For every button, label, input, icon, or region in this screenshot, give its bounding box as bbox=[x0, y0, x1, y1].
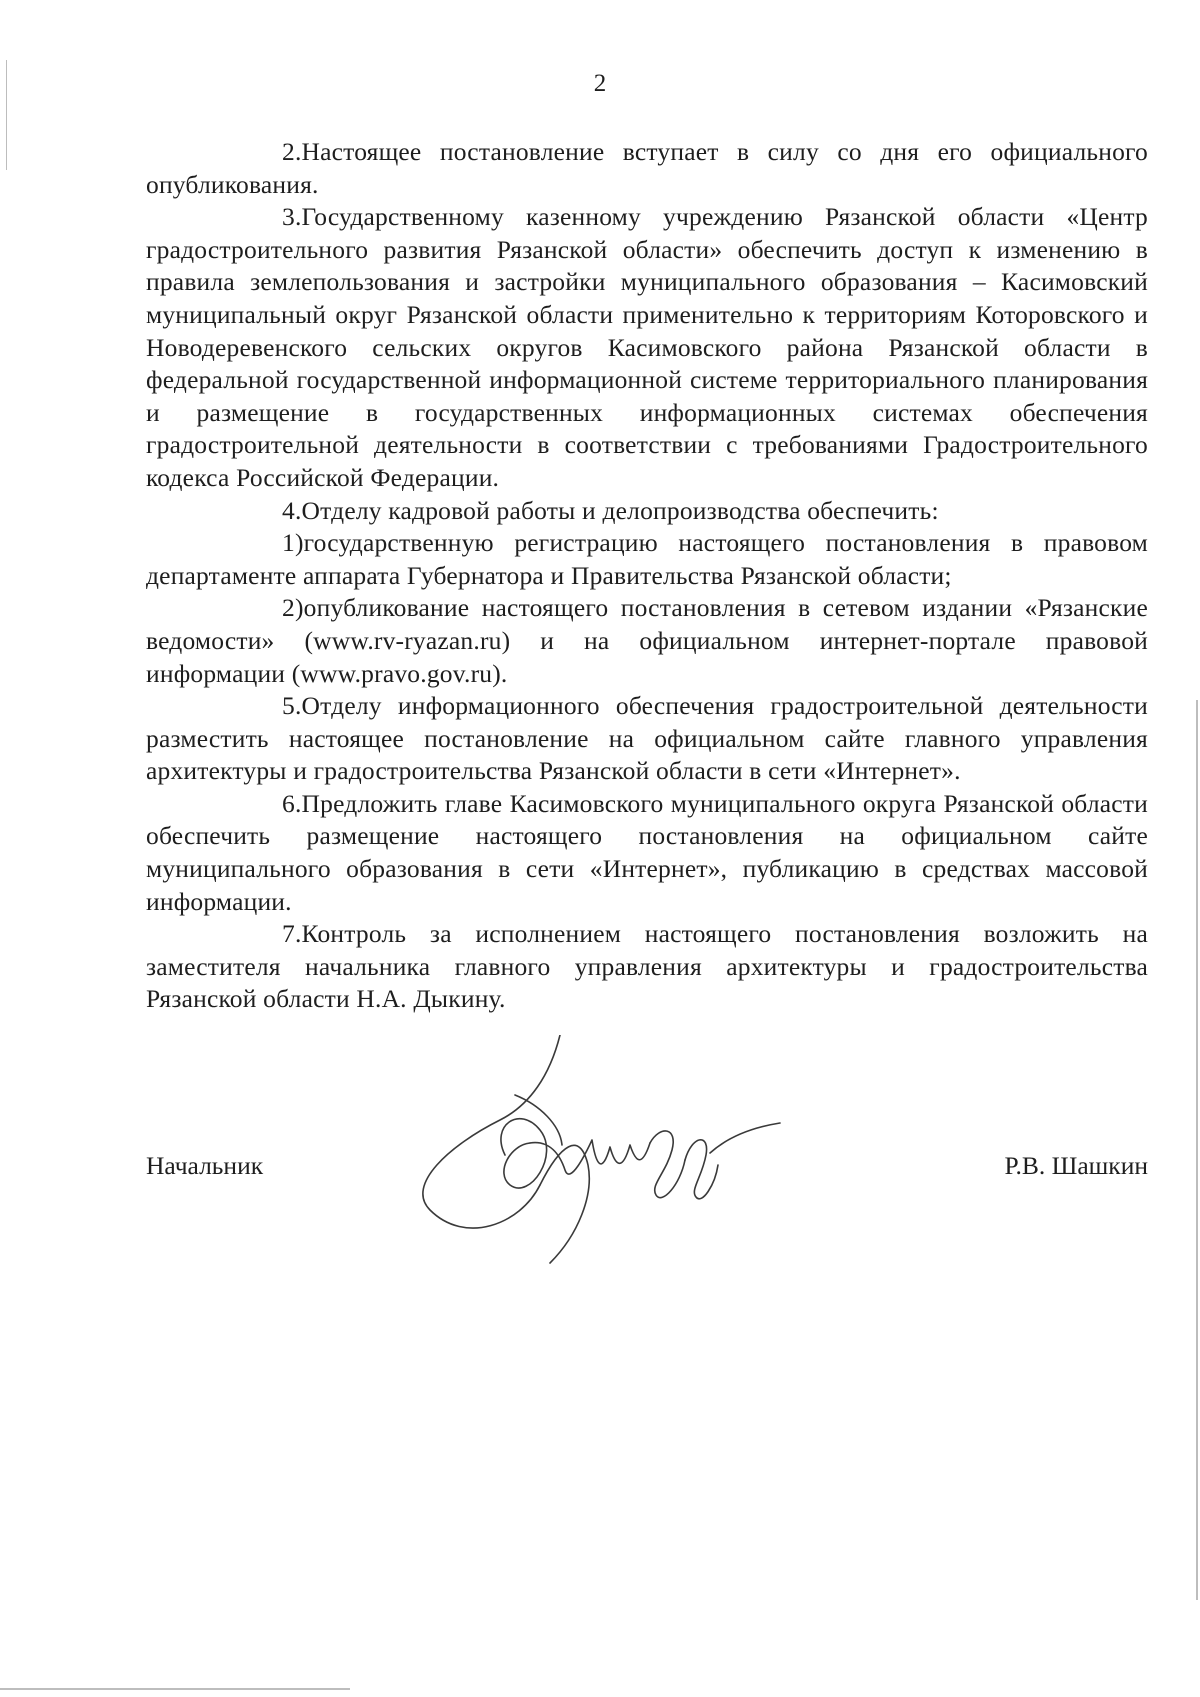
paragraph-text: государственную регистрацию настоящего постановления в правовом департаменте аппарата Губернатора и Правительства Рязанской области; bbox=[146, 528, 1148, 590]
paragraph-number: 7. bbox=[282, 919, 302, 949]
paragraph-text: Предложить главе Касимовского муниципального округа Рязанской области обеспечить размещение настоящего постановления на официальном сайте муниципального образования в сети «Интернет», публикацию в средствах массовой информации. bbox=[146, 788, 1148, 916]
paragraph-4-1 bbox=[146, 527, 1148, 592]
signatory-name: Р.В. Шашкин bbox=[1004, 1151, 1148, 1180]
paragraph-number: 3. bbox=[282, 202, 302, 232]
handwritten-signature bbox=[410, 1035, 810, 1265]
document-body bbox=[146, 136, 1148, 1016]
paragraph-5 bbox=[146, 690, 1148, 788]
paragraph-text: Настоящее постановление вступает в силу со дня его официального опубликования. bbox=[146, 137, 1148, 199]
paragraph-number: 6. bbox=[282, 788, 302, 818]
paragraph-3 bbox=[146, 201, 1148, 494]
paragraph-number: 2. bbox=[282, 137, 302, 166]
paragraph-text: Контроль за исполнением настоящего постановления возложить на заместителя начальника главного управления архитектуры и градостроительства Рязанской области Н.А. Дыкину. bbox=[146, 919, 1148, 1014]
scan-edge-bottom bbox=[0, 1688, 350, 1690]
paragraph-number: 2) bbox=[282, 593, 304, 623]
paragraph-7 bbox=[146, 918, 1148, 1016]
paragraph-number: 1) bbox=[282, 528, 304, 558]
paragraph-text: опубликование настоящего постановления в сетевом издании «Рязанские ведомости» (www.rv-ryazan.ru) и на официальном интернет-портале правовой информации (www.pravo.gov.ru). bbox=[146, 593, 1148, 688]
signatory-position: Начальник bbox=[146, 1151, 264, 1180]
paragraph-4 bbox=[146, 495, 1148, 528]
paragraph-text: Государственному казенному учреждению Рязанской области «Центр градостроительного развития Рязанской области» обеспечить доступ к изменению в правила землепользования и застройки муниципального образования – Касимовский муниципальный округ Рязанской области применительно к территориям Которовского и Новодеревенского сельских округов Касимовского района Рязанской области в федеральной государственной информационной системе территориального планирования и размещение в государственных информационных системах обеспечения градостроительной деятельности в соответствии с требованиями Градостроительного кодекса Российской Федерации. bbox=[146, 202, 1148, 492]
paragraph-6 bbox=[146, 788, 1148, 918]
scan-edge-right bbox=[1196, 700, 1198, 1600]
paragraph-4-2 bbox=[146, 592, 1148, 690]
scan-edge-left bbox=[6, 60, 7, 170]
paragraph-2 bbox=[146, 136, 1148, 201]
paragraph-text: Отделу кадровой работы и делопроизводства обеспечить: bbox=[301, 495, 939, 525]
paragraph-number: 4. bbox=[282, 495, 302, 525]
paragraph-number: 5. bbox=[282, 691, 302, 721]
paragraph-text: Отделу информационного обеспечения градостроительной деятельности разместить настоящее постановление на официальном сайте главного управления архитектуры и градостроительства Рязанской области в сети «Интернет». bbox=[146, 691, 1148, 786]
page-number: 2 bbox=[593, 70, 607, 97]
